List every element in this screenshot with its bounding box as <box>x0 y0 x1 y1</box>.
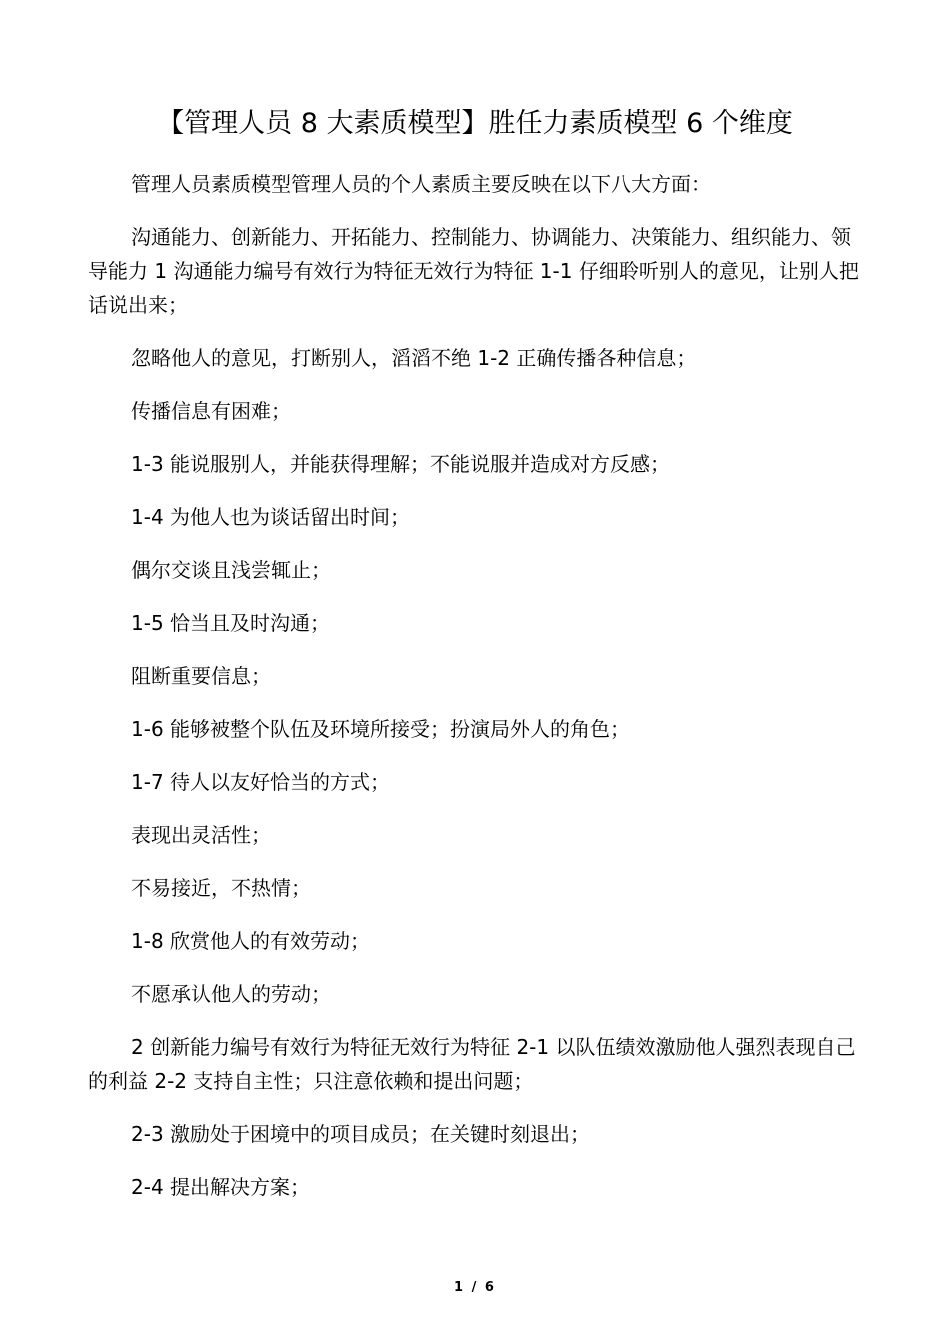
paragraph: 1-7 待人以友好恰当的方式； <box>131 770 391 794</box>
paragraph: 1-6 能够被整个队伍及环境所接受；扮演局外人的角色； <box>131 717 631 741</box>
document-title: 【管理人员 8 大素质模型】胜任力素质模型 6 个维度 <box>157 108 793 139</box>
paragraph: 偶尔交谈且浅尝辄止； <box>131 558 331 582</box>
paragraph: 2-4 提出解决方案； <box>131 1175 311 1199</box>
paragraph: 不愿承认他人的劳动； <box>131 982 331 1006</box>
page-indicator: 1 / 6 <box>454 1280 496 1295</box>
paragraph: 忽略他人的意见，打断别人，滔滔不绝 1-2 正确传播各种信息； <box>131 346 697 370</box>
document-body <box>88 167 863 1223</box>
paragraph: 阻断重要信息； <box>131 664 271 688</box>
paragraph: 1-4 为他人也为谈话留出时间； <box>131 505 411 529</box>
paragraph: 管理人员素质模型管理人员的个人素质主要反映在以下八大方面： <box>131 172 711 196</box>
paragraph: 2 创新能力编号有效行为特征无效行为特征 2-1 以队伍绩效激励他人强烈表现自己的利益 2-2 支持自主性；只注意依赖和提出问题； <box>88 1035 856 1093</box>
paragraph: 1-3 能说服别人，并能获得理解；不能说服并造成对方反感； <box>131 452 671 476</box>
paragraph: 表现出灵活性； <box>131 823 271 847</box>
paragraph: 传播信息有困难； <box>131 399 291 423</box>
paragraph: 1-5 恰当且及时沟通； <box>131 611 331 635</box>
paragraph: 1-8 欣赏他人的有效劳动； <box>131 929 371 953</box>
paragraph: 沟通能力、创新能力、开拓能力、控制能力、协调能力、决策能力、组织能力、领导能力 1 沟通能力编号有效行为特征无效行为特征 1-1 仔细聆听别人的意见，让别人把话说出来； <box>88 225 859 317</box>
paragraph: 2-3 激励处于困境中的项目成员；在关键时刻退出； <box>131 1122 591 1146</box>
paragraph: 不易接近，不热情； <box>131 876 311 900</box>
